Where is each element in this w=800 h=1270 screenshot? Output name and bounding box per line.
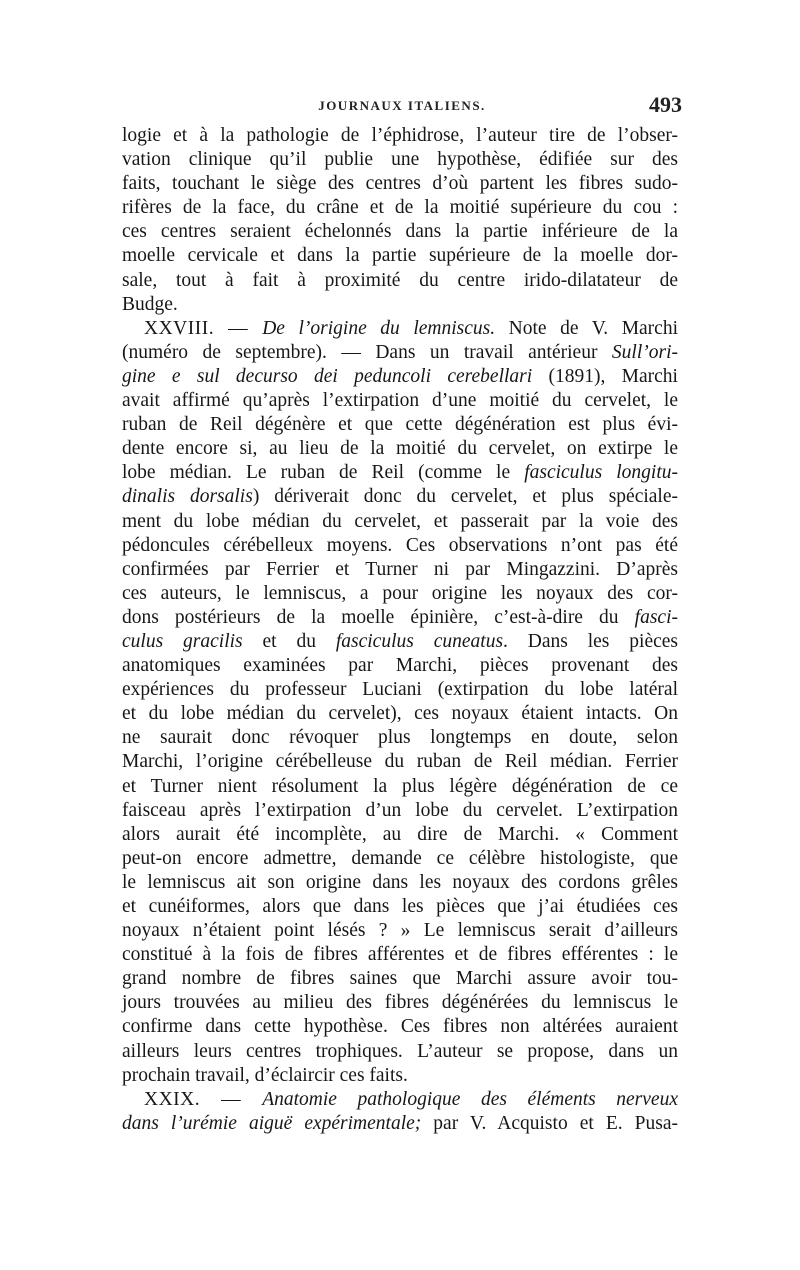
text-line: avait affirmé qu’après l’extirpation d’une moitié du cervelet, le	[122, 390, 678, 412]
text-line: Marchi, l’origine cérébelleuse du ruban de Reil médian. Ferrier	[122, 751, 678, 773]
page-number: 493	[649, 92, 682, 117]
text-line: faits, touchant le siège des centres d’où partent les fibres sudo-	[122, 173, 678, 195]
section-number: XXVIII. —	[144, 317, 263, 339]
text-line: et cunéiformes, alors que dans les pièces que j’ai étudiées ces	[122, 896, 678, 917]
running-head	[122, 92, 682, 122]
text-line: faisceau après l’extirpation d’un lobe du cervelet. L’extirpation	[122, 799, 678, 821]
text-line: dente encore si, au lieu de la moitié du cervelet, on extirpe le	[122, 438, 678, 460]
text-line: lobe médian. Le ruban de Reil (comme le fasciculus longitu-	[122, 462, 678, 484]
text-line: gine e sul decurso dei peduncoli cerebellari (1891), Marchi	[122, 365, 678, 387]
text-line: ruban de Reil dégénère et que cette dégénération est plus évi-	[122, 414, 678, 436]
text-line: vation clinique qu’il publie une hypothèse, édifiée sur des	[122, 149, 678, 171]
body-text	[122, 124, 678, 1136]
text-line: dans l’urémie aiguë expérimentale; par V. Acquisto et E. Pusa-	[122, 1112, 678, 1134]
text-line: alors aurait été incomplète, au dire de Marchi. « Comment	[122, 823, 678, 845]
text-line: ces auteurs, le lemniscus, a pour origine les noyaux des cor-	[122, 582, 678, 604]
section-number: XXIX. —	[144, 1088, 263, 1110]
text-line: peut-on encore admettre, demande ce célèbre histologiste, que	[122, 847, 678, 869]
text-line: et du lobe médian du cervelet), ces noyaux étaient intacts. On	[122, 703, 678, 725]
text-line: dinalis dorsalis) dériverait donc du cervelet, et plus spéciale-	[122, 486, 678, 508]
text-line: confirmées par Ferrier et Turner ni par Mingazzini. D’après	[122, 558, 678, 580]
section-heading-line	[122, 1088, 678, 1112]
text-line: rifères de la face, du crâne et de la moitié supérieure du cou :	[122, 197, 678, 219]
text-line: prochain travail, d’éclaircir ces faits.	[122, 1064, 408, 1086]
text-line: dons postérieurs de la moelle épinière, c’est-à-dire du fasci-	[122, 606, 678, 628]
text-line: ailleurs leurs centres trophiques. L’auteur se propose, dans un	[122, 1040, 678, 1062]
text-line: culus gracilis et du fasciculus cuneatus. Dans les pièces	[122, 630, 678, 652]
text-line: ment du lobe médian du cervelet, et passerait par la voie des	[122, 510, 678, 532]
section-heading-line: XXVIII. — De l’origine du lemniscus. Note de V. Marchi	[144, 317, 679, 339]
text-line: noyaux n’étaient point lésés ? » Le lemniscus serait d’ailleurs	[122, 920, 678, 942]
text-line: Budge.	[122, 293, 178, 315]
text-line: ces centres seraient échelonnés dans la partie inférieure de la	[122, 221, 678, 243]
text-line: grand nombre de fibres saines que Marchi assure avoir tou-	[122, 968, 678, 990]
article-title: Anatomie pathologique des éléments nerveux	[262, 1088, 678, 1110]
text-line: le lemniscus ait son origine dans les noyaux des cordons grêles	[122, 871, 678, 893]
text-line: logie et à la pathologie de l’éphidrose, l’auteur tire de l’obser-	[122, 125, 678, 146]
text-line: expériences du professeur Luciani (extirpation du lobe latéral	[122, 679, 678, 701]
text-line: pédoncules cérébelleux moyens. Ces observations n’ont pas été	[122, 534, 678, 556]
text-line: (numéro de septembre). — Dans un travail antérieur Sull’ori-	[122, 341, 678, 363]
running-title: JOURNAUX ITALIENS.	[318, 98, 486, 113]
text-line: et Turner nient résolument la plus légère dégénération de ce	[122, 775, 678, 797]
text-line: sale, tout à fait à proximité du centre irido-dilatateur de	[122, 269, 678, 291]
text-line: ne saurait donc révoquer plus longtemps en doute, selon	[122, 727, 678, 749]
text-line: constitué à la fois de fibres afférentes et de fibres efférentes : le	[122, 944, 678, 966]
text-line: anatomiques examinées par Marchi, pièces provenant des	[122, 655, 678, 677]
text-line: jours trouvées au milieu des fibres dégénérées du lemniscus le	[122, 992, 678, 1014]
article-title: De l’origine du lemniscus.	[262, 317, 496, 339]
text-line: moelle cervicale et dans la partie supérieure de la moelle dor-	[122, 245, 678, 267]
text-line: confirme dans cette hypothèse. Ces fibres non altérées auraient	[122, 1016, 678, 1038]
